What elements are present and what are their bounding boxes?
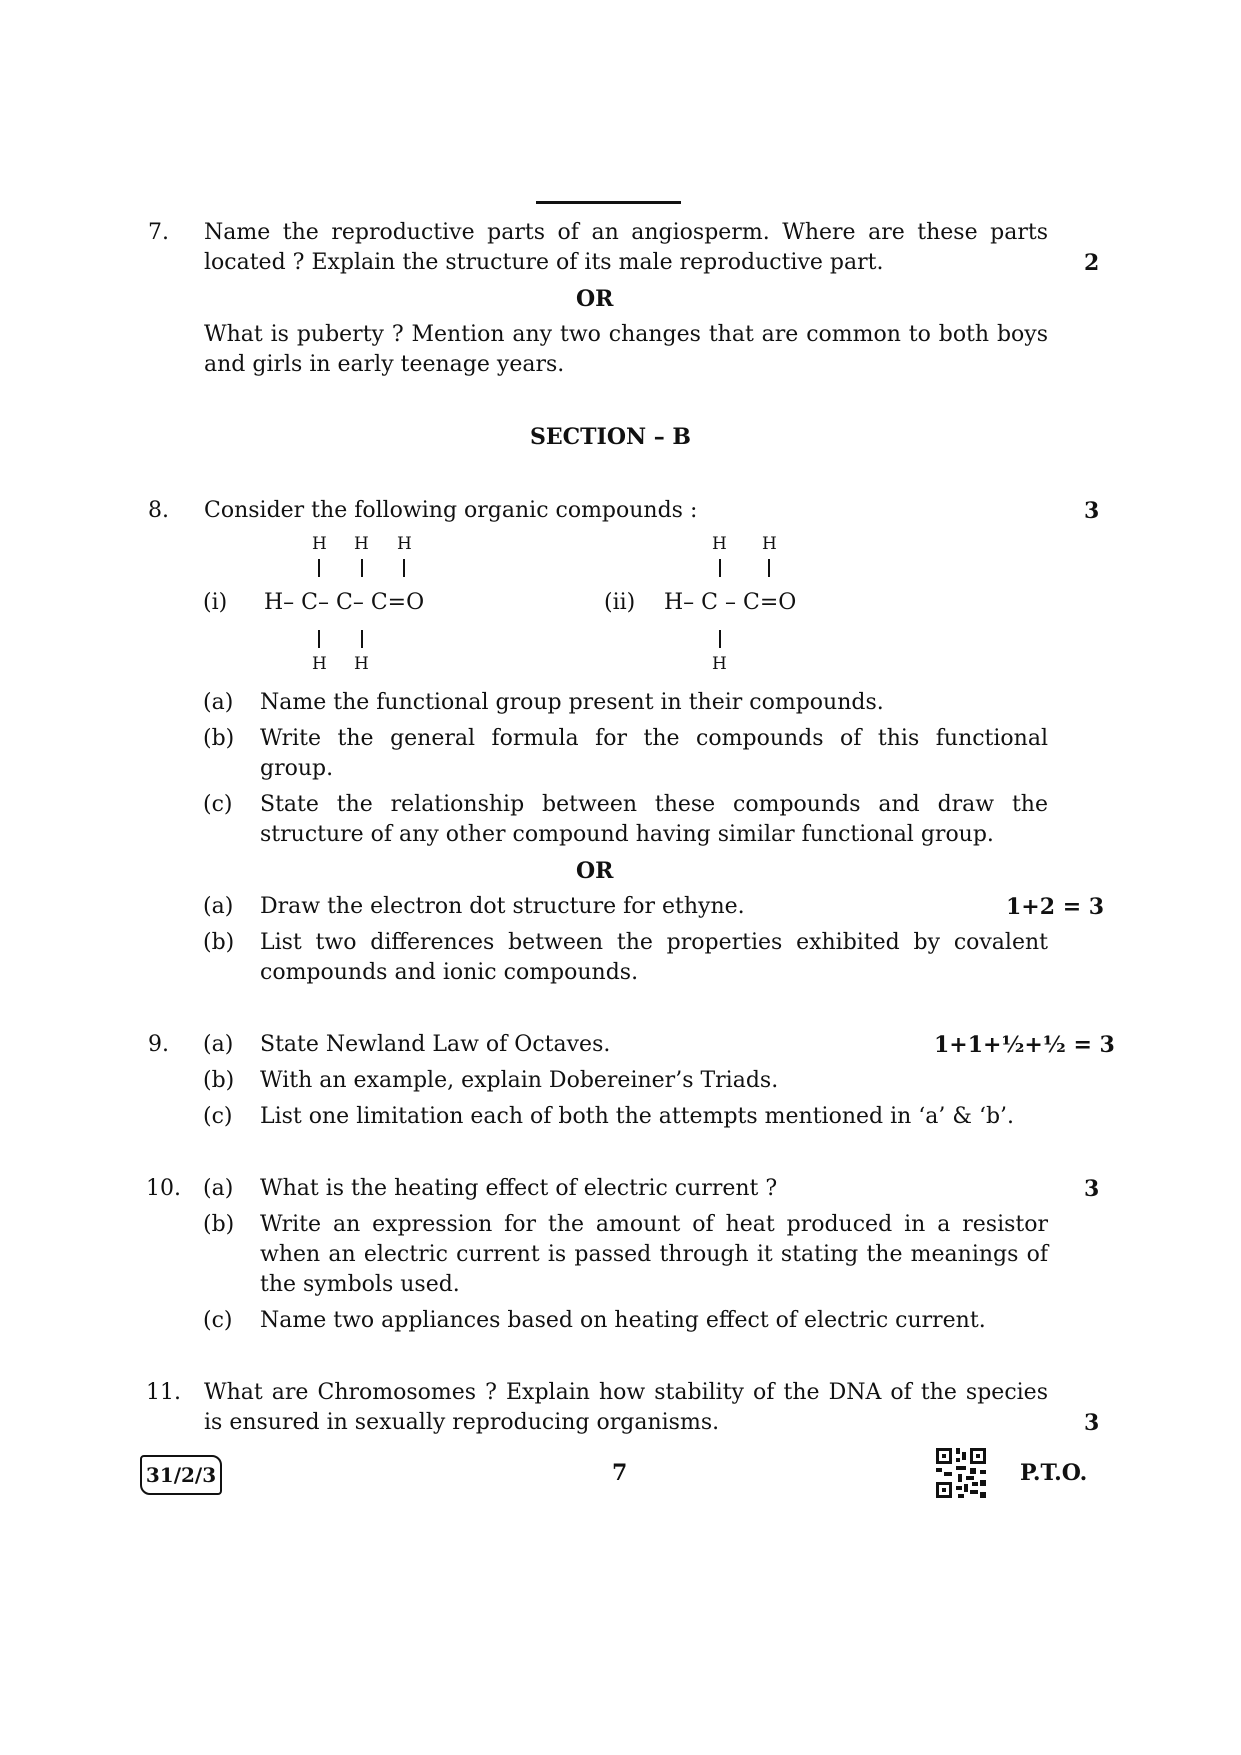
q10-b-label: (b)	[203, 1212, 235, 1237]
q7-alt-line-1: What is puberty ? Mention any two changes that are common to both boys	[204, 322, 1048, 347]
pto-label: P.T.O.	[1020, 1460, 1088, 1486]
q10-marks: 3	[1084, 1176, 1100, 1202]
q10-c-label: (c)	[203, 1308, 233, 1333]
q9-c-text: List one limitation each of both the attempts mentioned in ‘a’ & ‘b’.	[260, 1104, 1015, 1129]
h-atom: H	[712, 534, 727, 554]
q8-or-a-text: Draw the electron dot structure for ethyne.	[260, 894, 745, 919]
q8-or-a-label: (a)	[203, 894, 234, 919]
q8-number: 8.	[148, 498, 169, 523]
q7-or: OR	[576, 286, 614, 312]
q9-b-label: (b)	[203, 1068, 235, 1093]
compound-ii-formula: H– C – C=O	[664, 590, 797, 615]
q10-a-label: (a)	[203, 1176, 234, 1201]
q11-number: 11.	[146, 1380, 181, 1405]
q9-a-label: (a)	[203, 1032, 234, 1057]
compound-i-formula: H– C– C– C=O	[264, 590, 425, 615]
page-number: 7	[612, 1460, 628, 1486]
q9-marks: 1+1+½+½ = 3	[934, 1032, 1115, 1058]
h-atom: H	[354, 534, 369, 554]
q10-b-line-3: the symbols used.	[260, 1272, 460, 1297]
q8-c-line-2: structure of any other compound having similar functional group.	[260, 822, 994, 847]
q10-number: 10.	[146, 1176, 181, 1201]
q7-number: 7.	[148, 220, 169, 245]
compound-ii-label: (ii)	[604, 590, 636, 615]
bond-line	[318, 559, 320, 577]
bond-line	[719, 630, 721, 648]
h-atom: H	[712, 654, 727, 674]
q8-or-marks: 1+2 = 3	[1006, 894, 1105, 920]
q8-or-b-line-2: compounds and ionic compounds.	[260, 960, 639, 985]
q8-a-text: Name the functional group present in their compounds.	[260, 690, 884, 715]
q11-line-1: What are Chromosomes ? Explain how stability of the DNA of the species	[204, 1380, 1048, 1405]
compound-i-label: (i)	[203, 590, 228, 615]
q8-stem: Consider the following organic compounds :	[204, 498, 698, 523]
q8-b-label: (b)	[203, 726, 235, 751]
h-atom: H	[397, 534, 412, 554]
q8-c-label: (c)	[203, 792, 233, 817]
q7-marks: 2	[1084, 250, 1100, 276]
q10-b-line-1: Write an expression for the amount of heat produced in a resistor	[260, 1212, 1048, 1237]
q8-or-b-line-1: List two differences between the properties exhibited by covalent	[260, 930, 1048, 955]
paper-code-badge: 31/2/3	[140, 1455, 222, 1495]
h-atom: H	[762, 534, 777, 554]
bond-line	[719, 559, 721, 577]
q9-c-label: (c)	[203, 1104, 233, 1129]
q7-line-2: located ? Explain the structure of its male reproductive part.	[204, 250, 884, 275]
h-atom: H	[354, 654, 369, 674]
q11-marks: 3	[1084, 1410, 1100, 1436]
q10-b-line-2: when an electric current is passed through it stating the meanings of	[260, 1242, 1048, 1267]
q7-line-1: Name the reproductive parts of an angiosperm. Where are these parts	[204, 220, 1048, 245]
top-rule	[536, 201, 681, 204]
q10-a-text: What is the heating effect of electric current ?	[260, 1176, 778, 1201]
bond-line	[768, 559, 770, 577]
bond-line	[318, 630, 320, 648]
q7-alt-line-2: and girls in early teenage years.	[204, 352, 565, 377]
q10-c-text: Name two appliances based on heating effect of electric current.	[260, 1308, 986, 1333]
q8-c-line-1: State the relationship between these compounds and draw the	[260, 792, 1048, 817]
q8-marks: 3	[1084, 498, 1100, 524]
q8-or: OR	[576, 858, 614, 884]
q8-b-line-2: group.	[260, 756, 334, 781]
q8-a-label: (a)	[203, 690, 234, 715]
h-atom: H	[312, 654, 327, 674]
bond-line	[361, 630, 363, 648]
q9-a-text: State Newland Law of Octaves.	[260, 1032, 611, 1057]
q8-or-b-label: (b)	[203, 930, 235, 955]
bond-line	[403, 559, 405, 577]
q9-b-text: With an example, explain Dobereiner’s Triads.	[260, 1068, 779, 1093]
h-atom: H	[312, 534, 327, 554]
q9-number: 9.	[148, 1032, 169, 1057]
q11-line-2: is ensured in sexually reproducing organisms.	[204, 1410, 720, 1435]
section-b-heading: SECTION – B	[530, 424, 692, 450]
bond-line	[361, 559, 363, 577]
q8-b-line-1: Write the general formula for the compounds of this functional	[260, 726, 1048, 751]
qr-code-icon	[934, 1446, 988, 1500]
